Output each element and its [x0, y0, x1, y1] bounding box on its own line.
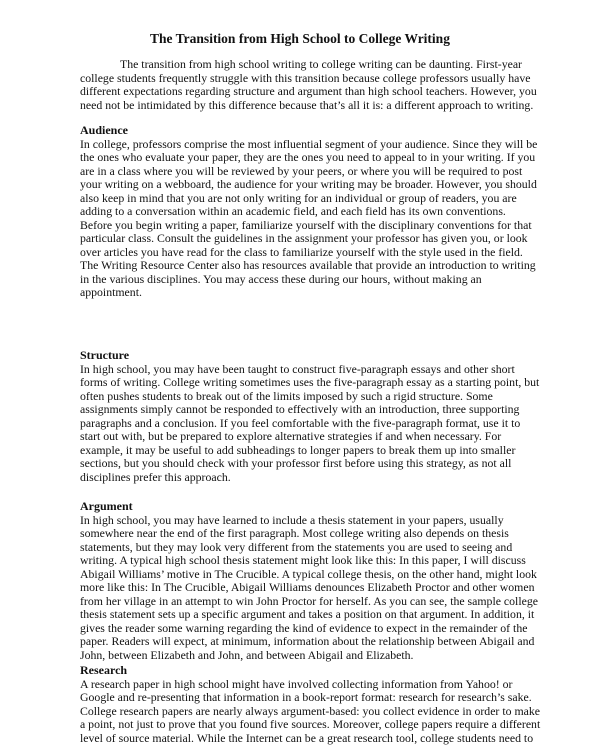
paragraph-line: in the various disciplines. You may access these during our hours, without making an: [80, 273, 525, 287]
section-research: [80, 664, 525, 745]
paragraph-line: are in a class where you will be reviewed by your peers, or where you will be required to post: [80, 165, 525, 179]
paragraph-line: particular class. Consult the guidelines in the assignment your professor has given you, or look: [80, 232, 525, 246]
section-structure: [80, 349, 525, 484]
intro-line: need not be intimidated by this difference because that’s all it is: a different approach to writing.: [80, 99, 525, 113]
paragraph-line: appointment.: [80, 286, 525, 300]
paragraph-line: a point, not just to prove that you found five sources. Moreover, college papers require a different: [80, 718, 525, 732]
section-body-structure: [80, 363, 525, 485]
paragraph-line: start out with, but be prepared to explore alternative strategies if and when necessary. For: [80, 430, 525, 444]
paragraph-line: over articles you have read for the class to familiarize yourself with the style used in the field.: [80, 246, 525, 260]
paragraph-line: In high school, you may have learned to include a thesis statement in your papers, usually: [80, 514, 525, 528]
section-audience: [80, 124, 525, 300]
intro-line: different expectations regarding structure and argument than high school teachers. However, you: [80, 85, 525, 99]
paragraph-line: assignments simply cannot be responded to effectively with an introduction, three supporting: [80, 403, 525, 417]
paragraph-line: writing. A typical high school thesis statement might look like this: In this paper, I will discuss: [80, 554, 525, 568]
paragraph-line: paper. Readers will expect, at minimum, information about the relationship between Abigail and: [80, 635, 525, 649]
paragraph-line: Abigail Williams’ motive in The Crucible. A typical college thesis, on the other hand, might look: [80, 568, 525, 582]
paragraph-line: The Writing Resource Center also has resources available that provide an introduction to writing: [80, 259, 525, 273]
paragraph-line: often pushes students to break out of the limits imposed by such a rigid structure. Some: [80, 390, 525, 404]
paragraph-line: from her village in an attempt to win John Proctor for herself. As you can see, the sample college: [80, 595, 525, 609]
paragraph-line: Google and re-presenting that information in a book-report format: research for research’s sake.: [80, 691, 525, 705]
paragraph-line: level of source material. While the Internet can be a great research tool, college students need to: [80, 732, 525, 745]
section-body-audience: [80, 138, 525, 300]
paragraph-line: example, it may be useful to add subheadings to longer papers to break them up into smaller: [80, 444, 525, 458]
paragraph-line: John, between Elizabeth and John, and between Abigail and Elizabeth.: [80, 649, 525, 663]
paragraph-line: also keep in mind that you are not only writing for an individual or group of readers, you are: [80, 192, 525, 206]
section-heading-structure: Structure: [80, 349, 525, 363]
paragraph-line: disciplines prefer this approach.: [80, 471, 525, 485]
paragraph-line: College research papers are nearly always argument-based: you collect evidence in order to make: [80, 705, 525, 719]
section-heading-audience: Audience: [80, 124, 525, 138]
paragraph-line: Before you begin writing a paper, familiarize yourself with the disciplinary conventions for that: [80, 219, 525, 233]
paragraph-line: adding to a conversation within an academic field, and each field has its own conventions.: [80, 205, 525, 219]
section-heading-research: Research: [80, 664, 525, 678]
paragraph-line: gives the reader some warning regarding the kind of evidence to expect in the remainder of the: [80, 622, 525, 636]
intro-line: The transition from high school writing to college writing can be daunting. First-year: [80, 58, 525, 72]
intro-line: college students frequently struggle with this transition because college professors usually have: [80, 72, 525, 86]
paragraph-line: In college, professors comprise the most influential segment of your audience. Since they will be: [80, 138, 525, 152]
paragraph-line: statements, but they may look very different from the statements you are used to seeing and: [80, 541, 525, 555]
paragraph-line: sections, but you should check with your professor first before using this strategy, as not all: [80, 457, 525, 471]
section-body-research: [80, 678, 525, 745]
paragraph-line: paragraphs and a conclusion. If you feel comfortable with the five-paragraph format, use it to: [80, 417, 525, 431]
section-body-argument: [80, 514, 525, 663]
paragraph-line: A research paper in high school might have involved collecting information from Yahoo! or: [80, 678, 525, 692]
paragraph-line: your writing on a webboard, the audience for your writing may be broader. However, you should: [80, 178, 525, 192]
paragraph-line: the ones who evaluate your paper, they are the ones you need to appeal to in your writing. If you: [80, 151, 525, 165]
document-title: The Transition from High School to College Writing: [0, 31, 600, 47]
section-argument: [80, 500, 525, 662]
paragraph-line: thesis statement sets up a specific argument and takes a position on that argument. In addition, it: [80, 608, 525, 622]
paragraph-line: forms of writing. College writing sometimes uses the five-paragraph essay as a starting point, but: [80, 376, 525, 390]
paragraph-line: In high school, you may have been taught to construct five-paragraph essays and other short: [80, 363, 525, 377]
section-heading-argument: Argument: [80, 500, 525, 514]
paragraph-line: more like this: In The Crucible, Abigail Williams denounces Elizabeth Proctor and other women: [80, 581, 525, 595]
paragraph-line: somewhere near the end of the first paragraph. Most college writing also depends on thesis: [80, 527, 525, 541]
intro-paragraph: [80, 58, 525, 112]
